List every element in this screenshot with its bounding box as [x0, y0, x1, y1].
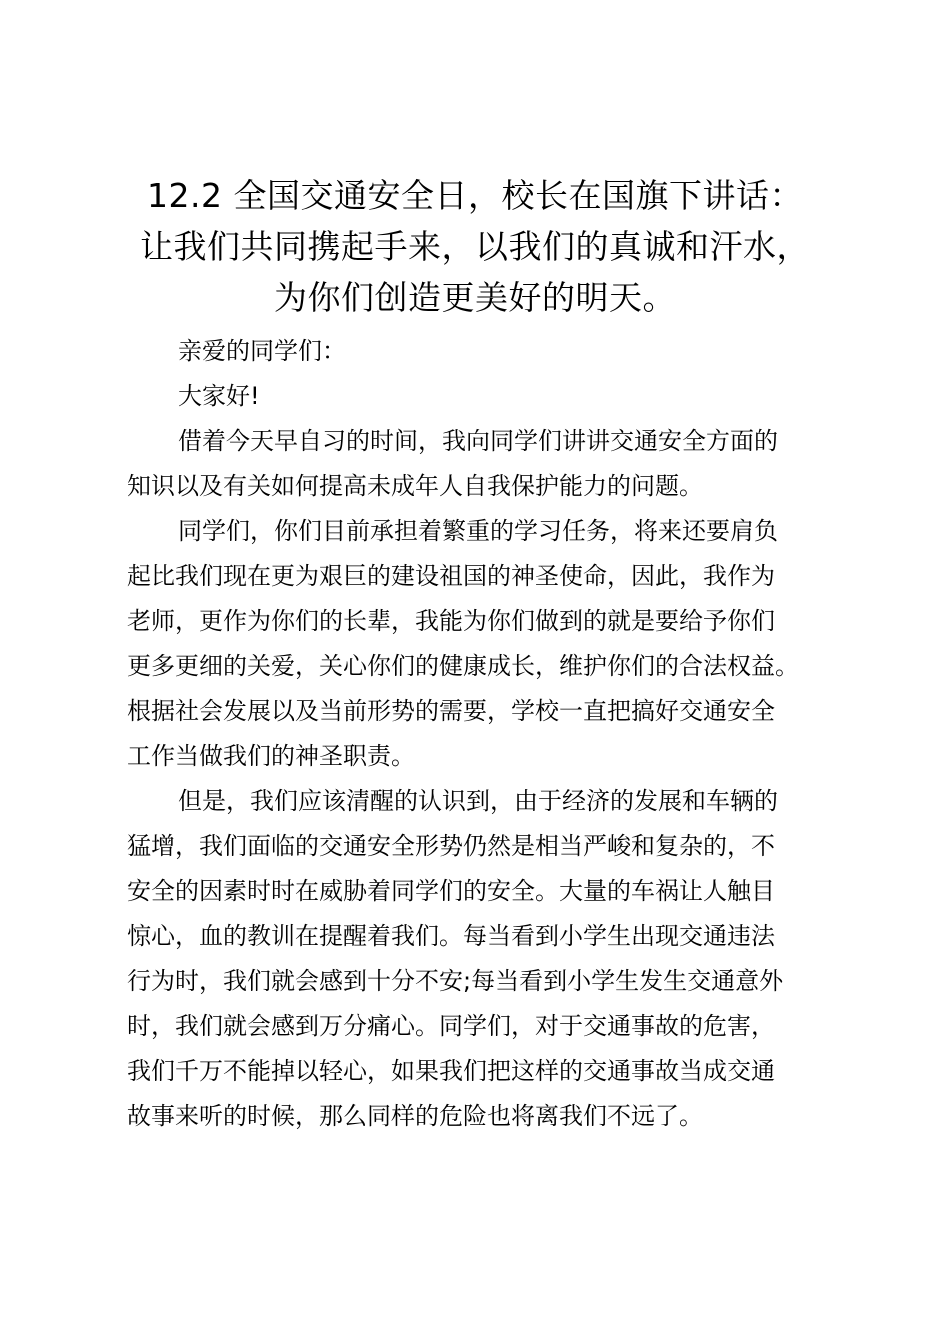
- speech-body: [127, 329, 832, 1139]
- paragraph-line: 行为时，我们就会感到十分不安;每当看到小学生发生交通意外: [127, 967, 784, 995]
- paragraph-line: 时，我们就会感到万分痛心。同学们，对于交通事故的危害，: [127, 1012, 775, 1040]
- paragraph-line: 借着今天早自习的时间，我向同学们讲讲交通安全方面的: [178, 427, 778, 455]
- salutation: 亲爱的同学们：: [178, 337, 346, 365]
- title-line: 12.2 全国交通安全日，校长在国旗下讲话：: [147, 176, 803, 215]
- paragraph-line: 惊心，血的教训在提醒着我们。每当看到小学生出现交通违法: [127, 922, 775, 950]
- greeting: 大家好!: [178, 382, 260, 410]
- paragraph-line: 但是，我们应该清醒的认识到，由于经济的发展和车辆的: [178, 787, 778, 815]
- paragraph-3: [127, 779, 832, 1139]
- paragraph-line: 工作当做我们的神圣职责。: [127, 742, 415, 770]
- paragraph-line: 老师，更作为你们的长辈，我能为你们做到的就是要给予你们: [127, 607, 775, 635]
- paragraph-line: 猛增，我们面临的交通安全形势仍然是相当严峻和复杂的，不: [127, 832, 775, 860]
- paragraph-line: 我们千万不能掉以轻心，如果我们把这样的交通事故当成交通: [127, 1057, 775, 1085]
- paragraph-line: 知识以及有关如何提高未成年人自我保护能力的问题。: [127, 472, 703, 500]
- title-line: 让我们共同携起手来，以我们的真诚和汗水，: [140, 227, 810, 266]
- paragraph-line: 故事来听的时候，那么同样的危险也将离我们不远了。: [127, 1102, 703, 1130]
- paragraph-line: 安全的因素时时在威胁着同学们的安全。大量的车祸让人触目: [127, 877, 775, 905]
- paragraph-line: 更多更细的关爱，关心你们的健康成长，维护你们的合法权益。: [127, 652, 799, 680]
- title-line: 为你们创造更美好的明天。: [274, 278, 676, 317]
- paragraph-line: 起比我们现在更为艰巨的建设祖国的神圣使命，因此，我作为: [127, 562, 775, 590]
- paragraph-line: 同学们，你们目前承担着繁重的学习任务，将来还要肩负: [178, 517, 778, 545]
- paragraph-1: [127, 419, 832, 509]
- paragraph-2: [127, 509, 832, 779]
- paragraph-line: 根据社会发展以及当前形势的需要，学校一直把搞好交通安全: [127, 697, 775, 725]
- speech-title: [100, 170, 850, 323]
